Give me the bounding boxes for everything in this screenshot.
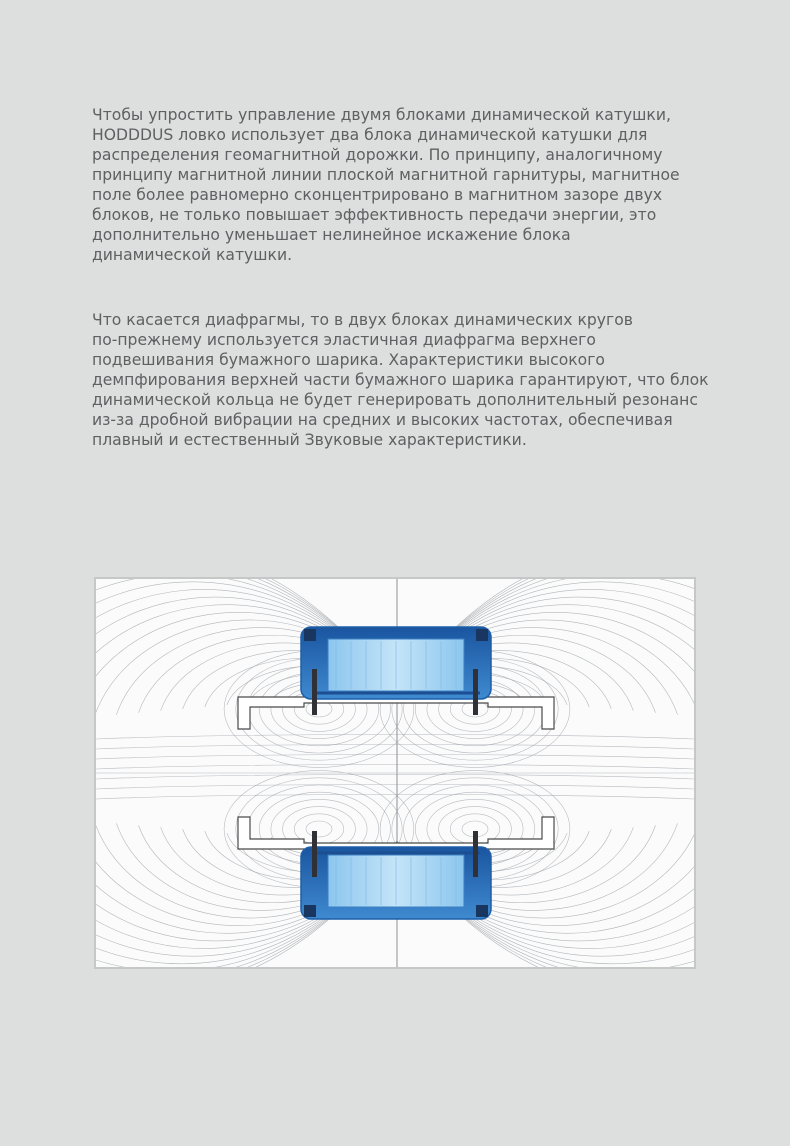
text-line: принципу магнитной линии плоской магнитной гарнитуры, магнитное xyxy=(92,166,680,184)
field-line xyxy=(96,745,694,750)
text-line: блоков, не только повышает эффективность передачи энергии, это xyxy=(92,206,657,224)
text-line: дополнительно уменьшает нелинейное искажение блока xyxy=(92,226,571,244)
corner-block xyxy=(304,905,316,917)
field-line xyxy=(96,735,694,740)
corner-block xyxy=(304,629,316,641)
text-line: HODDDUS ловко использует два блока динамической катушки для xyxy=(92,126,648,144)
voice-coil-left xyxy=(312,831,317,877)
magnetic-field-illustration xyxy=(96,579,694,967)
field-loop xyxy=(306,821,332,837)
text-line: из-за дробной вибрации на средних и высоких частотах, обеспечивая xyxy=(92,411,673,429)
voice-coil-right xyxy=(473,831,478,877)
field-line xyxy=(96,755,694,760)
text-line: демпфирования верхней части бумажного шарика гарантируют, что блок xyxy=(92,371,709,389)
text-line: подвешивания бумажного шарика. Характеристики высокого xyxy=(92,351,605,369)
field-line xyxy=(96,765,694,770)
text-line: по-прежнему используется эластичная диафрагма верхнего xyxy=(92,331,596,349)
paragraph-diaphragm xyxy=(92,310,732,450)
corner-block xyxy=(476,629,488,641)
corner-block xyxy=(476,905,488,917)
text-line: распределения геомагнитной дорожки. По принципу, аналогичному xyxy=(92,146,663,164)
text-line: плавный и естественный Звуковые характеристики. xyxy=(92,431,527,449)
voice-coil-right xyxy=(473,669,478,715)
text-line: Чтобы упростить управление двумя блоками динамической катушки, xyxy=(92,106,671,124)
paragraph-dual-driver-magnetic xyxy=(92,105,732,265)
text-line: Что касается диафрагмы, то в двух блоках динамических кругов xyxy=(92,311,633,329)
text-line: динамической кольца не будет генерировать дополнительный резонанс xyxy=(92,391,698,409)
field-line xyxy=(96,775,694,780)
field-line xyxy=(96,785,694,790)
text-line: поле более равномерно сконцентрировано в магнитном зазоре двух xyxy=(92,186,663,204)
field-line xyxy=(96,795,694,800)
text-line: динамической катушки. xyxy=(92,246,293,264)
voice-coil-left xyxy=(312,669,317,715)
magnetic-field-diagram xyxy=(94,577,696,969)
